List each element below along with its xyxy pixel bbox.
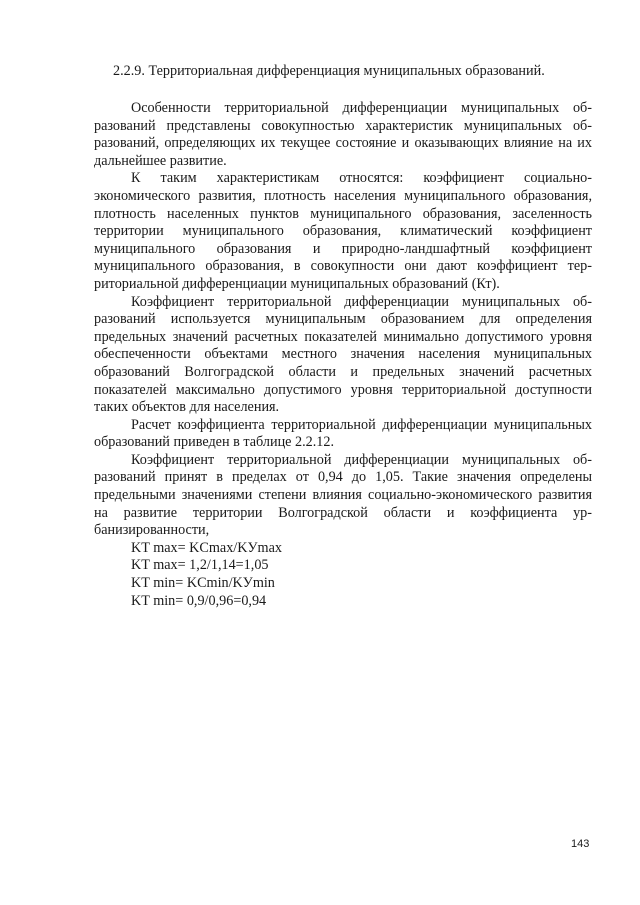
body-text	[94, 100, 592, 610]
paragraph: Коэффициент территориальной дифференциации муниципальных образований принят в пределах от 0,94 до 1,05. Такие значения определены предельными значениями степени влияния социально-экономического развития на развитие территории Волгоградской области и коэффициента урбанизированности,	[94, 451, 592, 539]
paragraph: Особенности территориальной дифференциации муниципальных образований представлены совокупностью характеристик муниципальных образований, определяющих их текущее состояние и оказывающих влияние на их дальнейшее развитие.	[94, 100, 592, 169]
formula-kt-min-value: KT min= 0,9/0,96=0,94	[131, 592, 267, 609]
paragraph: Расчет коэффициента территориальной дифференциации муниципальных образований приведен в таблице 2.2.12.	[94, 416, 592, 451]
paragraph: Коэффициент территориальной дифференциации муниципальных образований используется муниципальным образованием для определения предельных значений расчетных показателей минимально допустимого уровня обеспеченности объектами местного значения населения муниципальных образований Волгоградской области и предельных значений расчетных показателей максимально допустимого уровня территориальной доступности таких объектов для населения.	[94, 293, 592, 416]
formula-list	[94, 540, 592, 610]
page-number: 143	[571, 838, 590, 850]
paragraph: К таким характеристикам относятся: коэффициент социально-экономического развития, плотность населения муниципального образования, плотность населенных пунктов муниципального образования, заселенность территории муниципального образования, климатический коэффициент муниципального образования и природно-ландшафтный коэффициент муниципального образования, в совокупности они дают коэффициент территориальной дифференциации муниципальных образований (Кт).	[94, 170, 592, 292]
section-heading: 2.2.9. Территориальная дифференциация муниципальных образований.	[113, 63, 545, 79]
formula-kt-max-value: KT max= 1,2/1,14=1,05	[131, 557, 269, 574]
formula-kt-min: KT min= KCmin/KУmin	[131, 575, 275, 592]
formula-kt-max: KT max= KCmax/KУmax	[131, 539, 282, 556]
